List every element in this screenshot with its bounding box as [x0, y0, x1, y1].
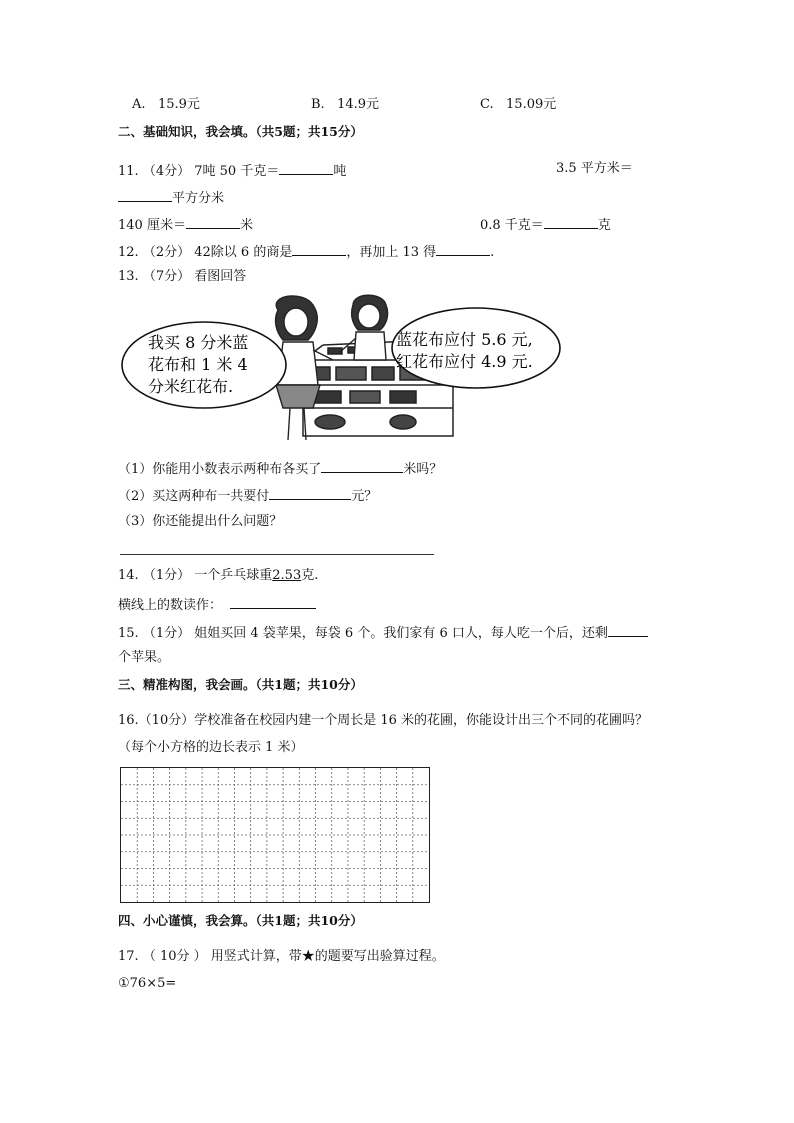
q15-score: （1分）	[142, 626, 191, 641]
q16-text: 16.（10分）学校准备在校园内建一个周长是 16 米的花圃，你能设计出三个不同的花圃吗？	[118, 713, 649, 728]
q17-item1: ①76×5=	[118, 976, 177, 991]
section-4-title: 四、小心谨慎，我会算。（共1题；共10分）	[118, 913, 363, 928]
section-3-title: 三、精准构图，我会画。（共1题；共10分）	[118, 677, 363, 692]
q12-number: 12.	[118, 245, 139, 260]
bubble-left-line-2: 花布和 1 米 4	[148, 355, 248, 374]
girl-right	[340, 295, 388, 360]
q13-sub1-text: （1）你能用小数表示两种布各买了	[118, 462, 322, 477]
q12-text1: 42除以 6 的商是	[194, 245, 293, 260]
q13-line	[118, 268, 246, 286]
section-2-title: 二、基础知识，我会填。（共5题；共15分）	[118, 124, 363, 139]
speech-bubble-right	[392, 308, 560, 388]
q14-line2-text: 横线上的数读作：	[118, 598, 223, 613]
q11-line1	[118, 160, 346, 181]
q11-part2	[556, 160, 633, 178]
q11-number: 11.	[118, 164, 139, 179]
q11-line3-left	[118, 214, 253, 235]
q15-number: 15.	[118, 626, 139, 641]
q12-score: （2分）	[142, 245, 191, 260]
drawing-grid[interactable]	[120, 767, 430, 903]
q15-line2: 个苹果。	[118, 650, 171, 665]
option-c-value: 15.09元	[506, 97, 557, 112]
q13-score: （7分）	[142, 269, 191, 284]
q11-part1-text: 7吨 50 千克＝	[194, 164, 280, 179]
q11-score: （4分）	[142, 164, 191, 179]
q11-part1-blank[interactable]	[279, 160, 333, 175]
q14-blank[interactable]	[230, 594, 316, 609]
speech-bubble-left	[122, 322, 286, 408]
option-a-label: A.	[132, 97, 146, 112]
q11-part4-blank[interactable]	[544, 214, 598, 229]
q15-text: 姐姐买回 4 袋苹果，每袋 6 个。我们家有 6 口人，每人吃一个后，还剩	[194, 626, 608, 641]
q11-part4-unit: 克	[597, 218, 611, 233]
q14-line1	[118, 567, 318, 585]
shop-illustration	[118, 290, 568, 450]
q17-text: 用竖式计算，带★的题要写出验算过程。	[210, 949, 445, 964]
q13-answer-line[interactable]	[120, 554, 434, 555]
q13-title: 看图回答	[194, 269, 247, 284]
q17-score: （ 10分 ）	[142, 949, 207, 964]
bubble-left-line-1: 我买 8 分米蓝	[148, 333, 249, 352]
q13-sub2-text: （2）买这两种布一共要付	[118, 489, 270, 504]
q13-number: 13.	[118, 269, 139, 284]
q13-sub2-post: 元？	[351, 489, 378, 504]
q11-part3-text: 140 厘米＝	[118, 218, 186, 233]
q14-underlined-number: 2.53	[272, 568, 302, 583]
q14-text-post: 克.	[301, 568, 319, 583]
q17-number: 17.	[118, 949, 139, 964]
q14-line2	[118, 594, 316, 615]
q13-sub2-blank[interactable]	[269, 485, 351, 500]
q15-line1	[118, 622, 648, 643]
option-b-label: B.	[311, 97, 325, 112]
option-c-label: C.	[480, 97, 494, 112]
q11-part3-unit: 米	[239, 218, 253, 233]
q11-line3-right	[480, 214, 611, 235]
q14-number: 14.	[118, 568, 139, 583]
bubble-right-line-2: 红花布应付 4.9 元.	[396, 352, 533, 371]
option-b	[311, 96, 379, 114]
bubble-right-line-1: 蓝花布应付 5.6 元,	[396, 330, 533, 349]
q12-blank2[interactable]	[436, 241, 490, 256]
option-a	[132, 96, 200, 114]
q12-text2: ，再加上 13 得	[346, 245, 437, 260]
q14-text-pre: 一个乒乓球重	[194, 568, 273, 583]
q15-blank[interactable]	[608, 622, 648, 637]
q11-part2-text: 3.5 平方米＝	[556, 161, 633, 176]
option-c	[480, 96, 556, 114]
q12-text3: .	[490, 245, 495, 260]
bubble-left-line-3: 分米红花布.	[148, 377, 234, 396]
q13-sub3: （3）你还能提出什么问题？	[118, 514, 283, 529]
q12-blank1[interactable]	[292, 241, 346, 256]
q13-sub1-post: 米吗？	[403, 462, 443, 477]
q11-part3-blank[interactable]	[186, 214, 240, 229]
option-b-value: 14.9元	[337, 97, 380, 112]
q13-sub1	[118, 458, 442, 479]
q13-sub2	[118, 485, 377, 506]
q11-line2	[118, 187, 224, 208]
option-a-value: 15.9元	[157, 97, 200, 112]
q16-note: （每个小方格的边长表示 1 米）	[118, 740, 304, 755]
q11-part4-text: 0.8 千克＝	[480, 218, 544, 233]
q11-part1-unit: 吨	[333, 164, 347, 179]
q13-sub1-blank[interactable]	[321, 458, 403, 473]
q12-line	[118, 241, 494, 262]
q14-score: （1分）	[142, 568, 191, 583]
grid-lines	[121, 768, 429, 902]
q11-part2-unit: 平方分米	[172, 191, 225, 206]
q11-part2-blank[interactable]	[118, 187, 172, 202]
q17-line	[118, 948, 445, 966]
